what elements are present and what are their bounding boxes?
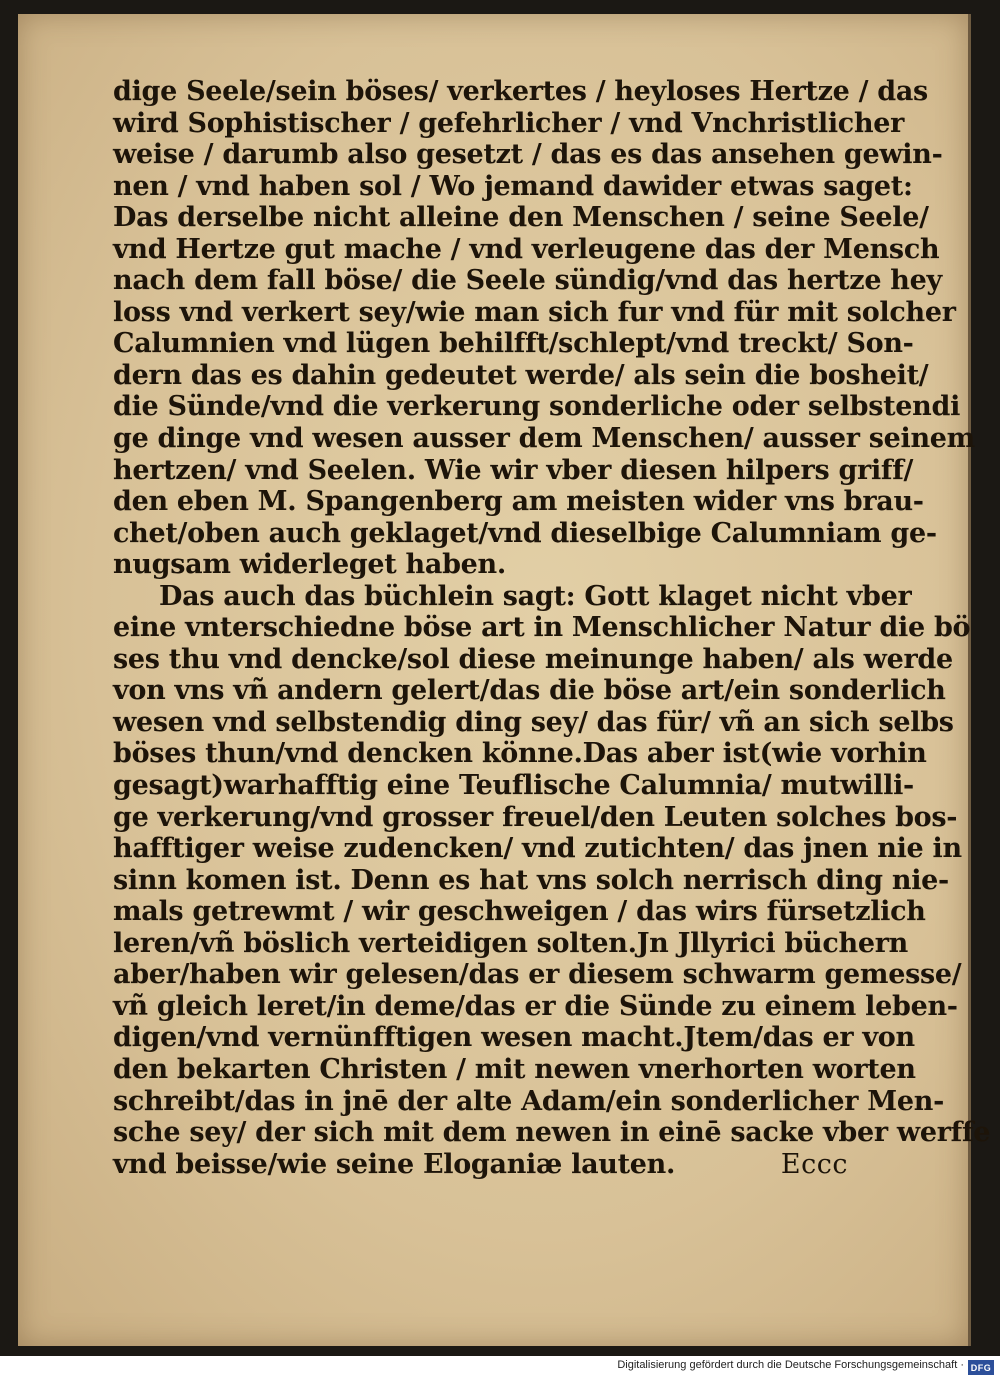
text-line: nen / vnd haben sol / Wo jemand dawider etwas saget: xyxy=(113,170,913,202)
text-line: loss vnd verkert sey/wie man sich fur vnd für mit solcher xyxy=(113,296,956,328)
text-line: wesen vnd selbstendig ding sey/ das für/ vñ an sich selbs xyxy=(113,706,954,738)
text-line: aber/haben wir gelesen/das er diesem schwarm gemesse/ xyxy=(113,959,962,991)
last-line xyxy=(113,1149,848,1181)
text-line: von vns vñ andern gelert/das die böse art/ein sonderlich xyxy=(113,675,946,707)
catchword: Eccc xyxy=(780,1148,848,1180)
text-line: Das derselbe nicht alleine den Menschen / seine Seele/ xyxy=(113,202,929,234)
page-text xyxy=(113,76,991,1180)
dfg-logo-icon: DFG xyxy=(968,1360,994,1375)
text-line: leren/vñ böslich verteidigen solten.Jn Jllyrici büchern xyxy=(113,927,908,959)
text-line: böses thun/vnd dencken könne.Das aber ist(wie vorhin xyxy=(113,738,927,770)
text-line: gesagt)warhafftig eine Teuflische Calumnia/ mutwilli- xyxy=(113,770,914,802)
text-line: weise / darumb also gesetzt / das es das ansehen gewin- xyxy=(113,139,943,171)
text-line: schreibt/das in jnē der alte Adam/ein sonderlicher Men- xyxy=(113,1085,944,1117)
text-line: hertzen/ vnd Seelen. Wie wir vber diesen hilpers griff/ xyxy=(113,454,914,486)
text-line: ge verkerung/vnd grosser freuel/den Leuten solches bos- xyxy=(113,801,958,833)
book-page xyxy=(18,14,991,1346)
text-line: dige Seele/sein böses/ verkertes / heyloses Hertze / das xyxy=(113,76,928,107)
text-line: vnd Hertze gut mache / vnd verleugene das der Mensch xyxy=(113,233,940,265)
text-line: ge dinge vnd wesen ausser dem Menschen/ ausser seinem xyxy=(113,423,975,455)
text-line: die Sünde/vnd die verkerung sonderliche oder selbstendi xyxy=(113,391,961,423)
text-line: vnd beisse/wie seine Eloganiæ lauten. xyxy=(113,1148,676,1180)
text-line: hafftiger weise zudencken/ vnd zutichten/ das jnen nie in xyxy=(113,833,962,865)
text-line: eine vnterschiedne böse art in Menschlicher Natur die bö xyxy=(113,612,971,644)
text-line: den eben M. Spangenberg am meisten wider vns brau- xyxy=(113,486,924,518)
text-line: ses thu vnd dencke/sol diese meinunge haben/ als werde xyxy=(113,643,953,675)
text-line: den bekarten Christen / mit newen vnerhorten worten xyxy=(113,1053,916,1085)
text-line: sinn komen ist. Denn es hat vns solch nerrisch ding nie- xyxy=(113,864,949,896)
text-line: nach dem fall böse/ die Seele sündig/vnd das hertze hey xyxy=(113,265,942,297)
text-line: Calumnien vnd lügen behilfft/schlept/vnd treckt/ Son- xyxy=(113,328,914,360)
text-line: dern das es dahin gedeutet werde/ als sein die bosheit/ xyxy=(113,359,929,391)
text-line: sche sey/ der sich mit dem newen in einē sacke vber werffe xyxy=(113,1117,991,1149)
text-line: vñ gleich leret/in deme/das er die Sünde zu einem leben- xyxy=(113,990,958,1022)
text-line: wird Sophistischer / gefehrlicher / vnd Vnchristlicher xyxy=(113,107,905,139)
text-line: chet/oben auch geklaget/vnd dieselbige Calumniam ge- xyxy=(113,517,937,549)
funding-credit: Digitalisierung gefördert durch die Deutsche Forschungsgemeinschaft · xyxy=(617,1359,964,1371)
text-line: mals getrewmt / wir geschweigen / das wirs fürsetzlich xyxy=(113,896,926,928)
paragraph-start-line: Das auch das büchlein sagt: Gott klaget nicht vber xyxy=(159,580,912,612)
text-line: nugsam widerleget haben. xyxy=(113,549,506,581)
footer-bar xyxy=(0,1356,1000,1379)
text-line: digen/vnd vernünfftigen wesen macht.Jtem/das er von xyxy=(113,1022,915,1054)
